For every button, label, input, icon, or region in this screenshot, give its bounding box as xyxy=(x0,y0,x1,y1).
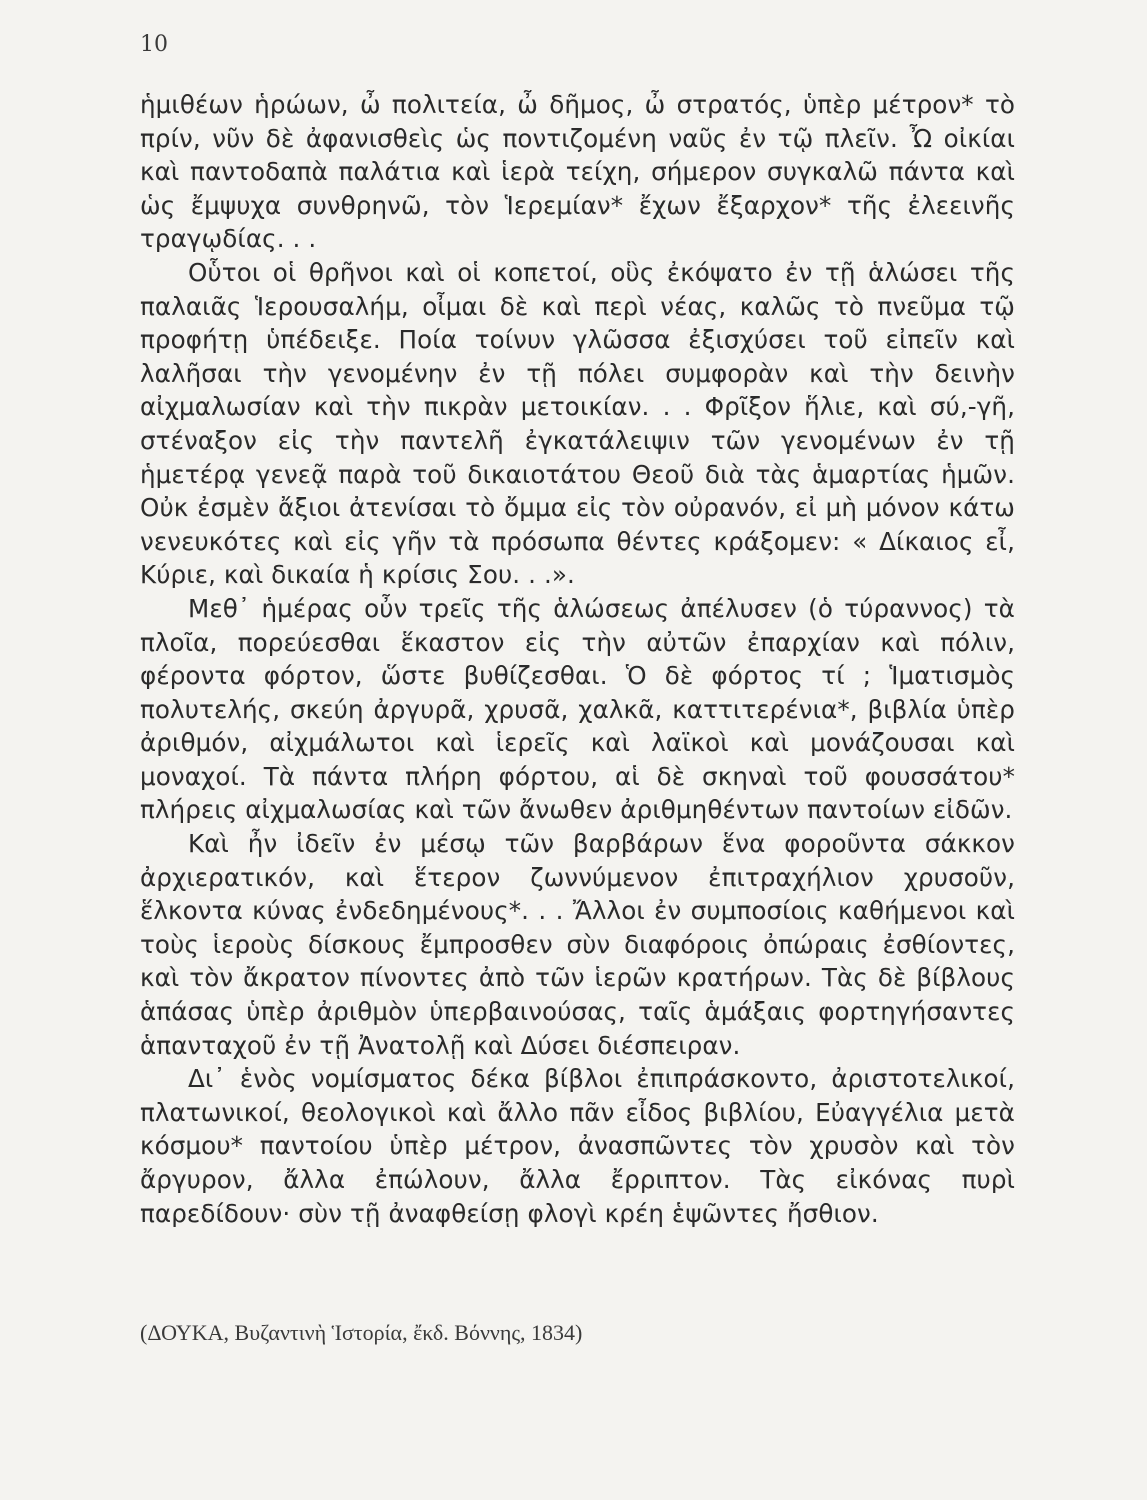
paragraph-4: Καὶ ἦν ἰδεῖν ἐν μέσῳ τῶν βαρβάρων ἕνα φοροῦντα σάκκον ἀρχιερατικόν, καὶ ἕτερον ζωννύμενον ἐπιτραχήλιον χρυσοῦν, ἕλκοντα κύνας ἐνδεδημένους*. . . Ἄλλοι ἐν συμποσίοις καθήμενοι καὶ τοὺς ἱεροὺς δίσκους ἔμπροσθεν σὺν διαφόροις ὀπώραις ἐσθίοντες, καὶ τὸν ἄκρατον πίνοντες ἀπὸ τῶν ἱερῶν κρατήρων. Τὰς δὲ βίβλους ἁπάσας ὑπὲρ ἀριθμὸν ὑπερβαινούσας, ταῖς ἁμάξαις φορτηγήσαντες ἁπανταχοῦ ἐν τῇ Ἀνατολῇ καὶ Δύσει διέσπειραν. xyxy=(140,829,1015,1060)
paragraph-2: Οὗτοι οἱ θρῆνοι καὶ οἱ κοπετοί, οὓς ἐκόψατο ἐν τῇ ἁλώσει τῆς παλαιᾶς Ἱερουσαλήμ, οἶμαι δὲ καὶ περὶ νέας, καλῶς τὸ πνεῦμα τῷ προφήτῃ ὑπέδειξε. Ποία τοίνυν γλῶσσα ἐξισχύσει τοῦ εἰπεῖν καὶ λαλῆσαι τὴν γενομένην ἐν τῇ πόλει συμφορὰν καὶ τὴν δεινὴν αἰχμαλωσίαν καὶ τὴν πικρὰν μετοικίαν. . . Φρῖξον ἥλιε, καὶ σύ,-γῆ, στέναξον εἰς τὴν παντελῆ ἐγκατάλειψιν τῶν γενομένων ἐν τῇ ἡμετέρᾳ γενεᾷ παρὰ τοῦ δικαιοτάτου Θεοῦ διὰ τὰς ἁμαρτίας ἡμῶν. Οὐκ ἐσμὲν ἄξιοι ἀτενίσαι τὸ ὄμμα εἰς τὸν οὐρανόν, εἰ μὴ μόνον κάτω νενευκότες καὶ εἰς γῆν τὰ πρόσωπα θέντες κράξομεν: « Δίκαιος εἶ, Κύριε, καὶ δικαία ἡ κρίσις Σου. . .». xyxy=(140,257,1015,590)
paragraph-1: ἡμιθέων ἡρώων, ὦ πολιτεία, ὦ δῆμος, ὦ στρατός, ὑπὲρ μέτρον* τὸ πρίν, νῦν δὲ ἀφανισθεὶς ὡς ποντιζομένη ναῦς ἐν τῷ πλεῖν. Ὦ οἰκίαι καὶ παντοδαπὰ παλάτια καὶ ἱερὰ τείχη, σήμερον συγκαλῶ πάντα καὶ ὡς ἔμψυχα συνθρηνῶ, τὸν Ἱερεμίαν* ἔχων ἔξαρχον* τῆς ἐλεεινῆς τραγῳδίας. . . xyxy=(140,90,1015,254)
paragraph-3: Μεθ᾽ ἡμέρας οὖν τρεῖς τῆς ἁλώσεως ἀπέλυσεν (ὁ τύραννος) τὰ πλοῖα, πορεύεσθαι ἕκαστον εἰς τὴν αὐτῶν ἐπαρχίαν καὶ πόλιν, φέροντα φόρτον, ὥστε βυθίζεσθαι. Ὁ δὲ φόρτος τί ; Ἱματισμὸς πολυτελής, σκεύη ἀργυρᾶ, χρυσᾶ, χαλκᾶ, καττιτερένια*, βιβλία ὑπὲρ ἀριθμόν, αἰχμάλωτοι καὶ ἱερεῖς καὶ λαϊκοὶ καὶ μονάζουσαι καὶ μοναχοί. Τὰ πάντα πλήρη φόρτου, αἱ δὲ σκηναὶ τοῦ φουσσάτου* πλήρεις αἰχμαλωσίας καὶ τῶν ἄνωθεν ἀριθμηθέντων παντοίων εἰδῶν. xyxy=(140,593,1015,825)
page-number: 10 xyxy=(140,32,168,57)
paragraph-5: Δι᾽ ἑνὸς νομίσματος δέκα βίβλοι ἐπιπράσκοντο, ἀριστοτελικοί, πλατωνικοί, θεολογικοὶ καὶ ἄλλο πᾶν εἶδος βιβλίου, Εὐαγγέλια μετὰ κόσμου* παντοίου ὑπὲρ μέτρον, ἀνασπῶντες τὸν χρυσὸν καὶ τὸν ἄργυρον, ἄλλα ἐπώλουν, ἄλλα ἔρριπτον. Τὰς εἰκόνας πυρὶ παρεδίδουν· σὺν τῇ ἀναφθείσῃ φλογὶ κρέη ἑψῶντες ἤσθιον. xyxy=(140,1064,1015,1228)
citation: (ΔΟΥΚΑ, Βυζαντινὴ Ἱστορία, ἔκδ. Βόννης, 1834) xyxy=(140,1320,583,1345)
main-text xyxy=(140,88,1015,1230)
